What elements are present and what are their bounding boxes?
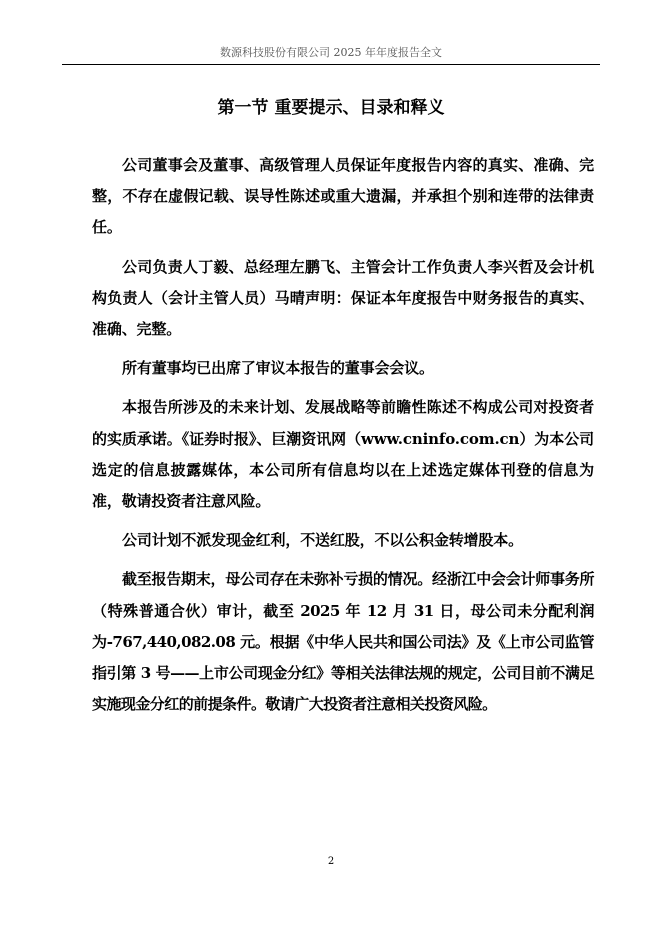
- paragraph-dividend-plan: 公司计划不派发现金红利，不送红股，不以公积金转增股本。: [122, 531, 523, 550]
- paragraph-board-attendance: 所有董事均已出席了审议本报告的董事会会议。: [122, 359, 434, 378]
- paragraph-board-guarantee: 公司董事会及董事、高级管理人员保证年度报告内容的真实、准确、完整，不存在虚假记载、误导性陈述或重大遗漏，并承担个别和连带的法律责任。: [92, 156, 594, 237]
- body-text: [92, 150, 594, 728]
- paragraph-forward-looking: 本报告所涉及的未来计划、发展战略等前瞻性陈述不构成公司对投资者的实质承诺。《证券时报》、巨潮资讯网（www.cninfo.com.cn）为本公司选定的信息披露媒体，本公司所有信息均以在上述选定媒体刊登的信息为准，敬请投资者注意风险。: [92, 398, 594, 511]
- running-header: 数源科技股份有限公司 2025 年年度报告全文: [220, 46, 442, 59]
- paragraph-responsible-persons: 公司负责人丁毅、总经理左鹏飞、主管会计工作负责人李兴哲及会计机构负责人（会计主管人员）马晴声明：保证本年度报告中财务报告的真实、准确、完整。: [92, 257, 594, 339]
- header-divider: [62, 64, 600, 65]
- paragraph-uncovered-losses: 截至报告期末，母公司存在未弥补亏损的情况。经浙江中会会计师事务所（特殊普通合伙）审计，截至 2025 年 12 月 31 日，母公司未分配利润为-767,440,082.08 元。根据《中华人民共和国公司法》及《上市公司监管指引第 3 号——上市公司现金分红》等相关法律法规的规定，公司目前不满足实施现金分红的前提条件。敬请广大投资者注意相关投资风险。: [92, 570, 594, 714]
- page-number: 2: [327, 856, 335, 867]
- section-title: 第一节 重要提示、目录和释义: [217, 98, 445, 118]
